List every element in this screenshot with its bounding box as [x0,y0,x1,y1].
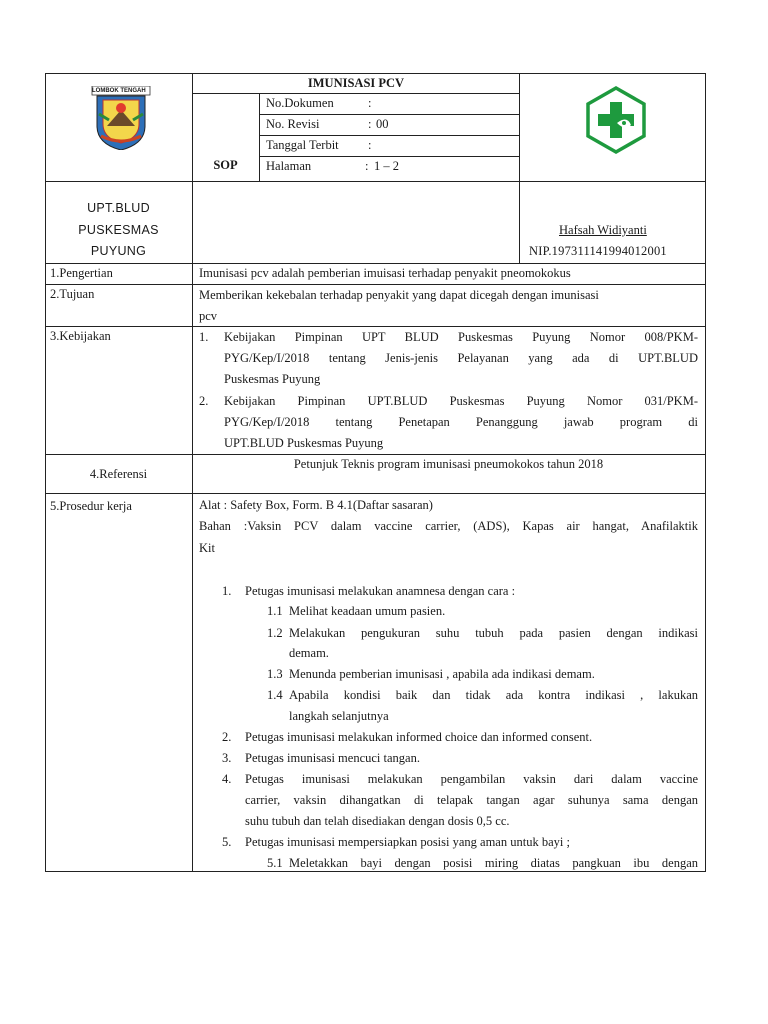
step-1-2-line-2: demam. [289,646,329,660]
tujuan-text-2: pcv [199,309,218,323]
prosedur-alat: Alat : Safety Box, Form. B 4.1(Daftar sasaran) [199,498,433,512]
referensi-text: Petunjuk Teknis program imunisasi pneumokokos tahun 2018 [293,457,604,471]
kebijakan-item-2-line-2: PYG/Kep/I/2018 tentang Penetapan Penanggung jawab program di [224,415,698,429]
page-value: 1 – 2 [374,159,399,173]
tujuan-text-1: Memberikan kekebalan terhadap penyakit yang dapat dicegah dengan imunisasi [199,288,599,302]
kebijakan-item-1-line-3: Puskesmas Puyung [224,372,321,386]
step-1-1-text: Melihat keadaan umum pasien. [289,604,446,618]
step-1-3-num: 1.3 [267,667,283,681]
revision-label: No. Revisi [266,117,320,131]
page-title: IMUNISASI PCV [307,76,405,90]
revision-value: 00 [376,117,389,131]
signatory-nip: NIP.197311141994012001 [529,244,667,258]
step-1-4-line-2: langkah selanjutnya [289,709,389,723]
step-1-num: 1. [222,584,232,598]
step-1-2-line-1: Melakukan pengukuran suhu tubuh pada pasien dengan indikasi [289,626,698,640]
referensi-label: 4.Referensi [89,467,148,481]
doc-number-label: No.Dokumen [266,96,334,110]
step-5-1-text: Meletakkan bayi dengan posisi miring diatas pangkuan ibu dengan [289,856,698,870]
prosedur-label: 5.Prosedur kerja [50,499,132,513]
step-5-1-num: 5.1 [267,856,283,870]
issue-date-label: Tanggal Terbit [266,138,339,152]
kebijakan-label: 3.Kebijakan [50,329,111,343]
prosedur-bahan-1: Bahan :Vaksin PCV dalam vaccine carrier, (ADS), Kapas air hangat, Anafilaktik [199,519,698,533]
lombok-tengah-logo [89,86,153,150]
org-line-3: PUYUNG [90,244,147,258]
revision-sep: : [368,117,372,131]
logo-caption: LOMBOK TENGAH [92,88,146,94]
prosedur-bahan-2: Kit [199,541,215,555]
org-line-2: PUSKESMAS [78,223,159,237]
issue-date-sep: : [368,138,372,152]
step-1-4-num: 1.4 [267,688,283,702]
step-5-num: 5. [222,835,232,849]
pengertian-text: Imunisasi pcv adalah pemberian imuisasi terhadap penyakit pneomokokus [199,266,571,280]
kebijakan-item-1-num: 1. [199,330,209,344]
page-label: Halaman [266,159,312,173]
pengertian-label: 1.Pengertian [50,266,113,280]
kebijakan-item-2-num: 2. [199,394,209,408]
step-3-text: Petugas imunisasi mencuci tangan. [245,751,420,765]
step-3-num: 3. [222,751,232,765]
org-line-1: UPT.BLUD [87,201,150,215]
kebijakan-item-2-line-3: UPT.BLUD Puskesmas Puyung [224,436,384,450]
signatory-name: Hafsah Widiyanti [559,223,647,237]
step-1-1-num: 1.1 [267,604,283,618]
step-1-4-line-1: Apabila kondisi baik dan tidak ada kontra indikasi , lakukan [289,688,698,702]
step-1-2-num: 1.2 [267,626,283,640]
step-1-3-text: Menunda pemberian imunisasi , apabila ada indikasi demam. [289,667,595,681]
tujuan-label: 2.Tujuan [50,287,95,301]
step-4-line-1: Petugas imunisasi melakukan pengambilan vaksin dari dalam vaccine [245,772,698,786]
step-5-text: Petugas imunisasi mempersiapkan posisi yang aman untuk bayi ; [245,835,570,849]
step-4-num: 4. [222,772,232,786]
page-sep: : [365,159,369,173]
doc-number-sep: : [368,96,372,110]
sop-label: SOP [213,158,238,172]
step-2-text: Petugas imunisasi melakukan informed choice dan informed consent. [245,730,593,744]
step-2-num: 2. [222,730,232,744]
step-4-line-2: carrier, vaksin dihangatkan di telapak tangan agar suhunya sama dengan [245,793,698,807]
step-1-text: Petugas imunisasi melakukan anamnesa dengan cara : [245,584,516,598]
kebijakan-item-1-line-2: PYG/Kep/I/2018 tentang Jenis-jenis Pelayanan yang ada di UPT.BLUD [224,351,698,365]
kebijakan-item-2-line-1: Kebijakan Pimpinan UPT.BLUD Puskesmas Puyung Nomor 031/PKM- [224,394,698,408]
kebijakan-item-1-line-1: Kebijakan Pimpinan UPT BLUD Puskesmas Puyung Nomor 008/PKM- [224,330,698,344]
step-4-line-3: suhu tubuh dan telah disediakan dengan dosis 0,5 cc. [245,814,510,828]
puskesmas-logo [581,85,651,155]
